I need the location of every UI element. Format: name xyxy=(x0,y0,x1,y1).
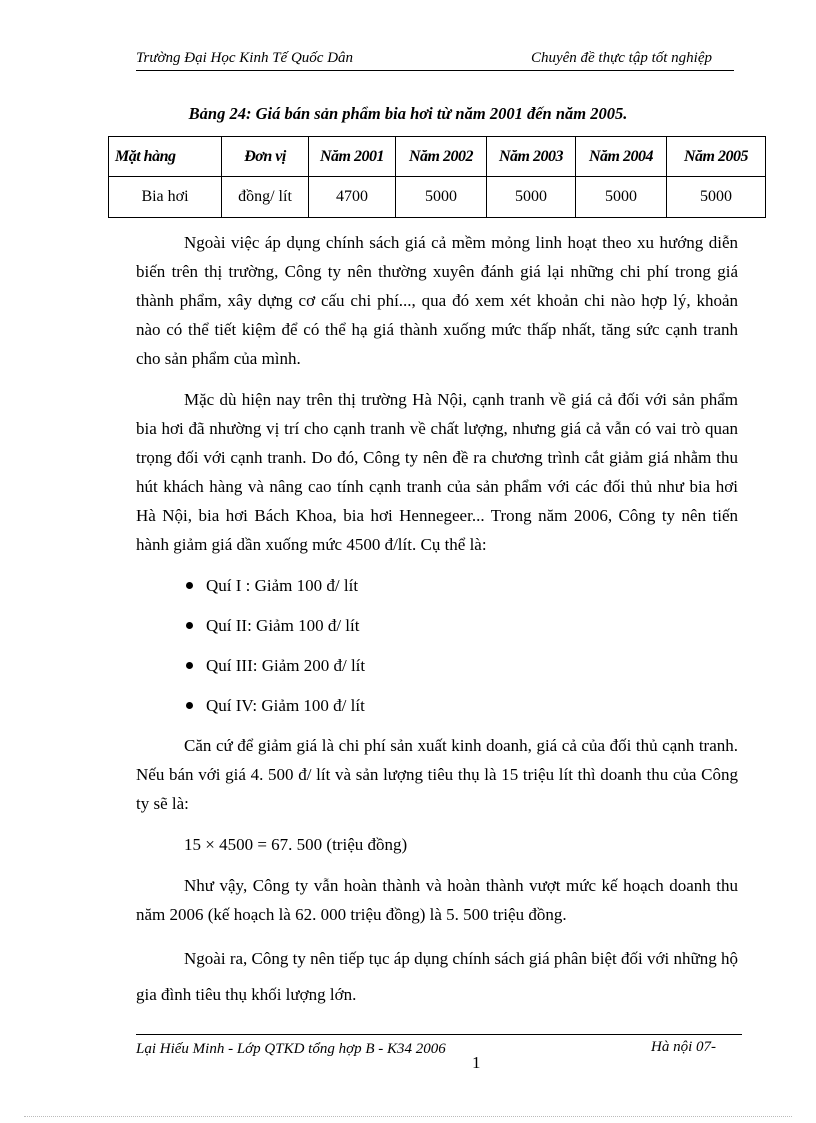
column-header: Năm 2005 xyxy=(667,137,766,177)
price-reduction-list xyxy=(136,571,738,720)
page-header xyxy=(136,48,734,71)
body-text xyxy=(136,228,738,1025)
paragraph: Như vậy, Công ty vẫn hoàn thành và hoàn thành vượt mức kế hoạch doanh thu năm 2006 (kế hoạch là 62. 000 triệu đồng) là 5. 500 triệu đồng. xyxy=(136,876,738,924)
page-bottom-divider xyxy=(24,1116,792,1117)
list-item xyxy=(136,611,738,640)
price-table xyxy=(108,136,766,218)
table-title: Bảng 24: Giá bán sản phẩm bia hơi từ năm 2001 đến năm 2005. xyxy=(188,104,628,123)
table-cell: 5000 xyxy=(396,177,487,218)
list-item-text: Quí I : Giảm 100 đ/ lít xyxy=(206,576,359,595)
table-cell: Bia hơi xyxy=(109,177,222,218)
header-university: Trường Đại Học Kinh Tế Quốc Dân xyxy=(136,50,354,66)
footer-author: Lại Hiếu Minh - Lớp QTKD tổng hợp B - K34 2006 xyxy=(136,1041,446,1057)
list-item xyxy=(136,571,738,600)
column-header: Năm 2004 xyxy=(576,137,667,177)
table-cell: 5000 xyxy=(576,177,667,218)
bullet-icon xyxy=(186,662,193,669)
footer-date: Hà nội 07- xyxy=(651,1039,716,1055)
table-cell: 5000 xyxy=(487,177,576,218)
page-number: 1 xyxy=(472,1053,481,1072)
column-header: Năm 2003 xyxy=(487,137,576,177)
revenue-formula: 15 × 4500 = 67. 500 (triệu đồng) xyxy=(184,835,408,854)
list-item xyxy=(136,691,738,720)
paragraph: Ngoài việc áp dụng chính sách giá cả mềm mỏng linh hoạt theo xu hướng diễn biến trên thị trường, Công ty nên thường xuyên đánh giá lại những chi phí trong giá thành phẩm, xây dựng cơ cấu chi phí..., qua đó xem xét khoản chi nào hợp lý, khoản nào có thể tiết kiệm để có thể hạ giá thành xuống mức thấp nhất, tăng sức cạnh tranh cho sản phẩm của mình. xyxy=(136,233,738,368)
bullet-icon xyxy=(186,582,193,589)
page-footer xyxy=(136,1034,742,1072)
list-item-text: Quí II: Giảm 100 đ/ lít xyxy=(206,616,360,635)
bullet-icon xyxy=(186,622,193,629)
list-item-text: Quí III: Giảm 200 đ/ lít xyxy=(206,656,366,675)
paragraph: Căn cứ để giảm giá là chi phí sản xuất kinh doanh, giá cả của đối thủ cạnh tranh. Nếu bán với giá 4. 500 đ/ lít và sản lượng tiêu thụ là 15 triệu lít thì doanh thu của Công ty sẽ là: xyxy=(136,736,738,813)
table-header-row xyxy=(109,137,766,177)
table-cell: đồng/ lít xyxy=(222,177,309,218)
list-item xyxy=(136,651,738,680)
paragraph: Mặc dù hiện nay trên thị trường Hà Nội, cạnh tranh về giá cả đối với sản phẩm bia hơi đã nhường vị trí cho cạnh tranh về chất lượng, nhưng giá cả vẫn có vai trò quan trọng đối với cạnh tranh. Do đó, Công ty nên đề ra chương trình cắt giảm giá nhằm thu hút khách hàng và nâng cao tính cạnh tranh của sản phẩm với các đối thủ như bia hơi Hà Nội, bia hơi Bách Khoa, bia hơi Hennegeer... Trong năm 2006, Công ty nên tiến hành giảm giá dần xuống mức 4500 đ/lít. Cụ thể là: xyxy=(136,390,738,554)
column-header: Mặt hàng xyxy=(109,137,222,177)
column-header: Năm 2002 xyxy=(396,137,487,177)
table-cell: 4700 xyxy=(309,177,396,218)
column-header: Năm 2001 xyxy=(309,137,396,177)
column-header: Đơn vị xyxy=(222,137,309,177)
bullet-icon xyxy=(186,702,193,709)
table-cell: 5000 xyxy=(667,177,766,218)
paragraph: Ngoài ra, Công ty nên tiếp tục áp dụng chính sách giá phân biệt đối với những hộ gia đình tiêu thụ khối lượng lớn. xyxy=(136,949,738,1004)
header-report-title: Chuyên đề thực tập tốt nghiệp xyxy=(530,50,712,66)
table-row xyxy=(109,177,766,218)
list-item-text: Quí IV: Giảm 100 đ/ lít xyxy=(206,696,365,715)
